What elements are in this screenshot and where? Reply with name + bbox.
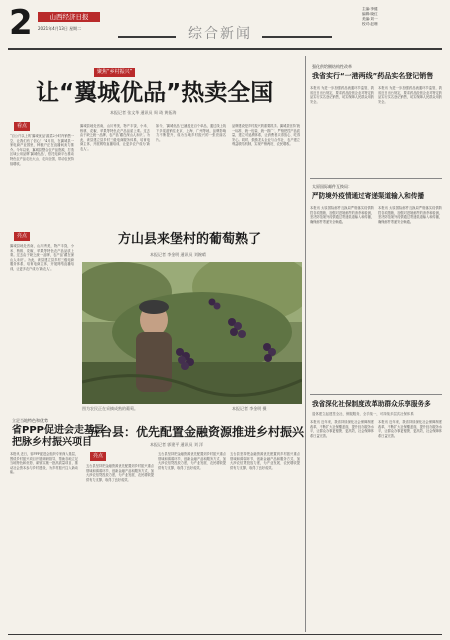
main-tag-kandian: 看点	[14, 122, 30, 131]
date-line: 2021年4月13日 星期二	[38, 26, 82, 31]
main-byline: 本报记者 张文华 通讯员 周 琦 黄拓海	[110, 110, 177, 115]
photo-byline: 本报记者 李金明 通讯员 刘婉晴	[150, 252, 206, 257]
left-headline-line1: 省PPP促进会走基层	[12, 425, 104, 436]
finance-body-col2: 五台县坚持把金融资源优先配置到乡村振兴重点领域和薄弱环节，创新金融产品和服务方式，加大涉农信贷投放力度，为产业发展、农民增收提供有力支撑，取得了良好成效。	[158, 452, 226, 470]
right-mid-body-col2: 本报讯 太原国际邮件互换局严格落实疫情防控各项措施，加强对进境邮件的消杀和检测，坚决防范境外疫情通过寄递渠道输入和传播，确保邮件寄递安全畅通。	[378, 206, 442, 224]
main-kicker: 聚焦“乡村振兴”	[94, 68, 135, 77]
footer-rule	[8, 634, 442, 635]
main-body-col3: 如今，‘翼城优品’已涵盖近百个单品，通过线上线下多渠道销往北京、上海、广州等地，品牌影响力不断提升，成为当地乡村振兴的一张亮丽名片。	[156, 124, 226, 142]
masthead	[0, 0, 450, 52]
grape-harvest-image	[82, 262, 302, 404]
right-top-headline: 我省实行“一港两线”药品实名登记销售	[312, 72, 434, 80]
finance-headline: 五台县：优先配置金融资源推进乡村振兴	[88, 425, 305, 439]
right-bottom-headline: 我省深化社保制度改革助群众乐享服务多	[312, 400, 431, 408]
finance-body-col1: 五台县坚持把金融资源优先配置到乡村振兴重点领域和薄弱环节，创新金融产品和服务方式，加大涉农信贷投放力度，为产业发展、农民增收提供有力支撑，取得了良好成效。	[86, 464, 154, 482]
right-bottom-body-col2: 本报讯 近年来，我省持续深化社会保障制度改革，不断扩大社保覆盖面，提升经办服务水平，让群众办事更便捷、更高效，社会保障体系日益完善。	[378, 420, 442, 438]
main-headline: 让“翼城优品”热卖全国	[36, 80, 274, 106]
editor-line: 美编:刘一	[362, 17, 378, 21]
photo-caption: 图为农民正在采摘成熟的葡萄。	[82, 406, 138, 411]
main-body-col1: “百公斤以上的‘翼城优品’蔬菜2小时内销售一空，让我们有了信心！”4月初，在翼城县一家电商产业园里，种植户正在直播间卖力推介。今年以来，翼城县整合农产品资源，打造区域公用品牌‘翼城优品’，依托电商平台推动特色农产品走出大山、走向全国，带动农民持续增收。	[10, 134, 74, 166]
masthead-bottom-rule	[8, 48, 442, 50]
right-section-divider-1	[310, 178, 442, 179]
right-bottom-body-col1: 本报讯 近年来，我省持续深化社会保障制度改革，不断扩大社保覆盖面，提升经办服务水平，让群众办事更便捷、更高效，社会保障体系日益完善。	[310, 420, 374, 438]
editor-line: 校对:赵珊	[362, 22, 378, 26]
right-mid-headline: 严防境外疫情通过寄递渠道输入和传播	[312, 192, 425, 200]
finance-body-col3: 五台县坚持把金融资源优先配置到乡村振兴重点领域和薄弱环节，创新金融产品和服务方式，加大涉农信贷投放力度，为产业发展、农民增收提供有力支撑，取得了良好成效。	[230, 452, 300, 470]
main-body-lower: 翼城县地处晋南，山川秀美，物产丰饶，小米、核桃、花椒、苹果等特色农产品品质上乘。过去由于缺乏统一品牌，农产品‘藏在深山人未识’。为此，该县建立县乡村三级电商服务体系，培育电商主体，开展网络直播培训，让更多农户成为‘新农人’。	[10, 244, 74, 271]
finance-tag: 亮点	[90, 452, 106, 461]
masthead-divider-right	[262, 36, 332, 38]
photo-credit: 本报记者 李金明 摄	[232, 406, 267, 411]
right-top-body-col1: 本报讯 为进一步加强药品流通环节监管，我省近日出台规定，要求药品经营企业对特定药品实行实名登记销售，切实保障人民群众用药安全。	[310, 86, 374, 104]
right-mid-kicker: 太原国际邮件互换局：	[312, 184, 352, 189]
editor-line: 主编:李健	[362, 7, 378, 11]
masthead-divider-left	[118, 36, 176, 38]
main-body-col2: 翼城县地处晋南，山川秀美，物产丰饶，小米、核桃、花椒、苹果等特色农产品品质上乘。过去由于缺乏统一品牌，农产品‘藏在深山人未识’。为此，该县建立县乡村三级电商服务体系，培育电商主体，开展网络直播培训，让更多农户成为‘新农人’。	[80, 124, 150, 151]
right-top-kicker: 强化供给侧结构性改革	[312, 64, 352, 69]
left-body: 本报讯 近日，省PPP促进会组织专家深入基层，围绕乡村振兴项目开展调研指导，帮助各地立足当地特色和优势，谋划实施一批高质量项目，推动社会资本参与乡村建设，为乡村振兴注入新动能。	[10, 452, 78, 475]
photo-headline: 方山县来堡村的葡萄熟了	[118, 232, 262, 247]
right-mid-body-col1: 本报讯 太原国际邮件互换局严格落实疫情防控各项措施，加强对进境邮件的消杀和检测，坚决防范境外疫情通过寄递渠道输入和传播，确保邮件寄递安全畅通。	[310, 206, 374, 224]
editor-line: 编辑:晓红	[362, 12, 378, 16]
main-tag-liangdian: 亮点	[14, 232, 30, 241]
right-bottom-sub: 退休建立起建签全社、保服服务，全手续一，可持续多层次社保体系	[312, 412, 414, 416]
grape-photo	[82, 262, 302, 404]
right-column-divider	[305, 56, 306, 632]
section-title: 综合新闻	[188, 26, 252, 42]
editor-info	[362, 7, 447, 27]
paper-name: 山西经济日报	[38, 12, 100, 22]
finance-byline: 本报记者 郭建平 通讯员 刘 洋	[150, 442, 204, 447]
left-headline-line2: 把脉乡村振兴项目	[12, 437, 92, 448]
right-section-divider-2	[310, 394, 442, 395]
page-number: 2	[9, 3, 33, 43]
main-body-col4: 品牌建设是乡村振兴的重要抓手。翼城县坚持‘统一标准、统一包装、统一推广’，严格把控产品质量，建立可追溯体系，让消费者买得放心、吃得安心。同时，鼓励龙头企业与合作社、农户建立利益联结机制，实现产销两旺、农民增收。	[232, 124, 300, 147]
left-kicker: 立足当地特色和优势	[12, 418, 48, 423]
right-top-body-col2: 本报讯 为进一步加强药品流通环节监管，我省近日出台规定，要求药品经营企业对特定药品实行实名登记销售，切实保障人民群众用药安全。	[378, 86, 442, 104]
